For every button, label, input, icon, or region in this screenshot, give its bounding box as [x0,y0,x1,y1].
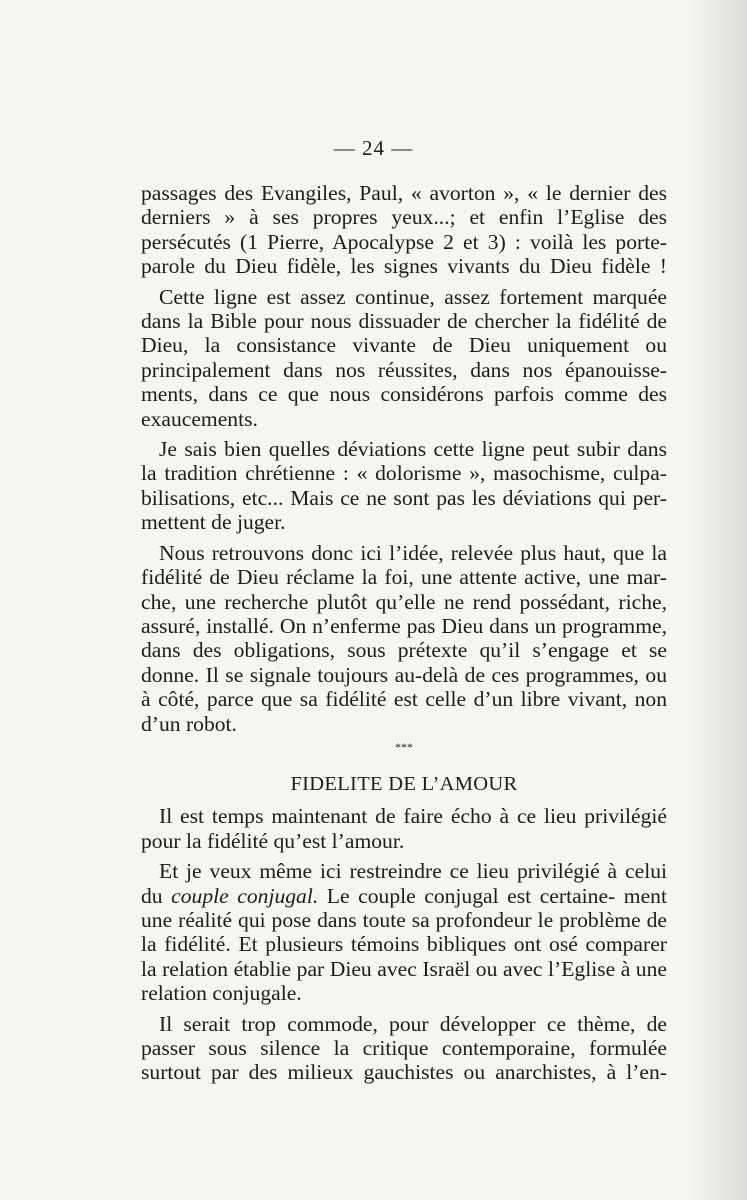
line: passages des Evangiles, Paul, « avorton », « le dernier [141,181,631,205]
section-heading: FIDELITE DE L’AMOUR [290,772,518,795]
line: passer sous silence la critique contemporaine, formulée [141,1036,667,1060]
line: donne. Il se signale toujours au-delà de ces programmes, [141,662,639,687]
paragraph-2 [141,285,667,431]
line: assuré, installé. On n’enferme pas Dieu dans un programme, [141,613,667,638]
line: Il est temps maintenant de faire écho à ce lieu privilégié [159,804,667,829]
body-text [141,181,667,1091]
section-paragraph-3 [141,1012,667,1085]
line: fidélité de Dieu réclame la foi, une attente active, une mar- [141,565,667,590]
line: ment une réalité qui pose dans toute sa profondeur le [141,883,667,932]
emphasis-text: couple conjugal. [171,883,319,908]
line: persécutés (1 Pierre, Apocalypse 2 et 3) : voilà les porte- [141,229,667,254]
line: surtout par des milieux gauchistes ou anarchistes, à l’en- [141,1060,667,1085]
line: ments, dans ce que nous considérons parfois comme des [141,382,667,407]
line: exaucements. [141,406,258,431]
line: avec l’Eglise à une relation conjugale. [141,956,667,1006]
page-number: — 24 — [333,136,414,160]
line: che, une recherche plutôt qu’elle ne rend possédant, riche, [141,589,667,614]
line: parole du Dieu fidèle, les signes vivants du Dieu fidèle ! [141,254,667,279]
section-paragraph-2 [141,859,667,1005]
line: Cette ligne est assez continue, assez fortement marquée [159,284,667,309]
line: dans la Bible pour nous dissuader de chercher la fidélité [141,309,640,334]
paragraph-4 [141,541,667,736]
line: Je sais bien quelles déviations cette ligne peut subir dans [159,437,667,462]
line: bilisations, etc... Mais ce ne sont pas les déviations qui per- [141,485,667,510]
line: problème de la fidélité. Et plusieurs témoins bibliques ont [141,907,667,957]
paragraph-1 [141,181,667,279]
line-segment: Le couple conjugal est certaine- [318,883,616,908]
line: Il serait trop commode, pour développer ce thème, de [159,1011,667,1036]
line: la tradition chrétienne : « dolorisme », masochisme, culpa- [141,461,667,486]
section-paragraph-1 [141,804,667,853]
line: non d’un robot. [141,687,667,736]
line: Et je veux même ici restreindre ce lieu privilégié à [159,859,618,884]
line: osé comparer la relation établie par Dieu avec Israël ou [141,932,667,981]
section-separator: *** [395,739,413,754]
line: de Dieu, la consistance vivante de Dieu uniquement ou [141,309,667,358]
line: Nous retrouvons donc ici l’idée, relevée plus haut, que la [159,540,667,565]
line: pour la fidélité qu’est l’amour. [141,828,405,853]
page-edge-shadow [687,0,747,1200]
line-segment: celui du [141,859,667,908]
line: des derniers » à ses propres yeux...; et enfin l’Eglise des [141,181,667,230]
line: principalement dans nos réussites, dans nos épanouisse- [141,357,667,382]
line: dans des obligations, sous prétexte qu’il s’engage et se [141,638,667,663]
line: mettent de juger. [141,510,286,535]
line: ou à côté, parce que sa fidélité est celle d’un libre vivant, [141,662,667,712]
paragraph-3 [141,437,667,535]
